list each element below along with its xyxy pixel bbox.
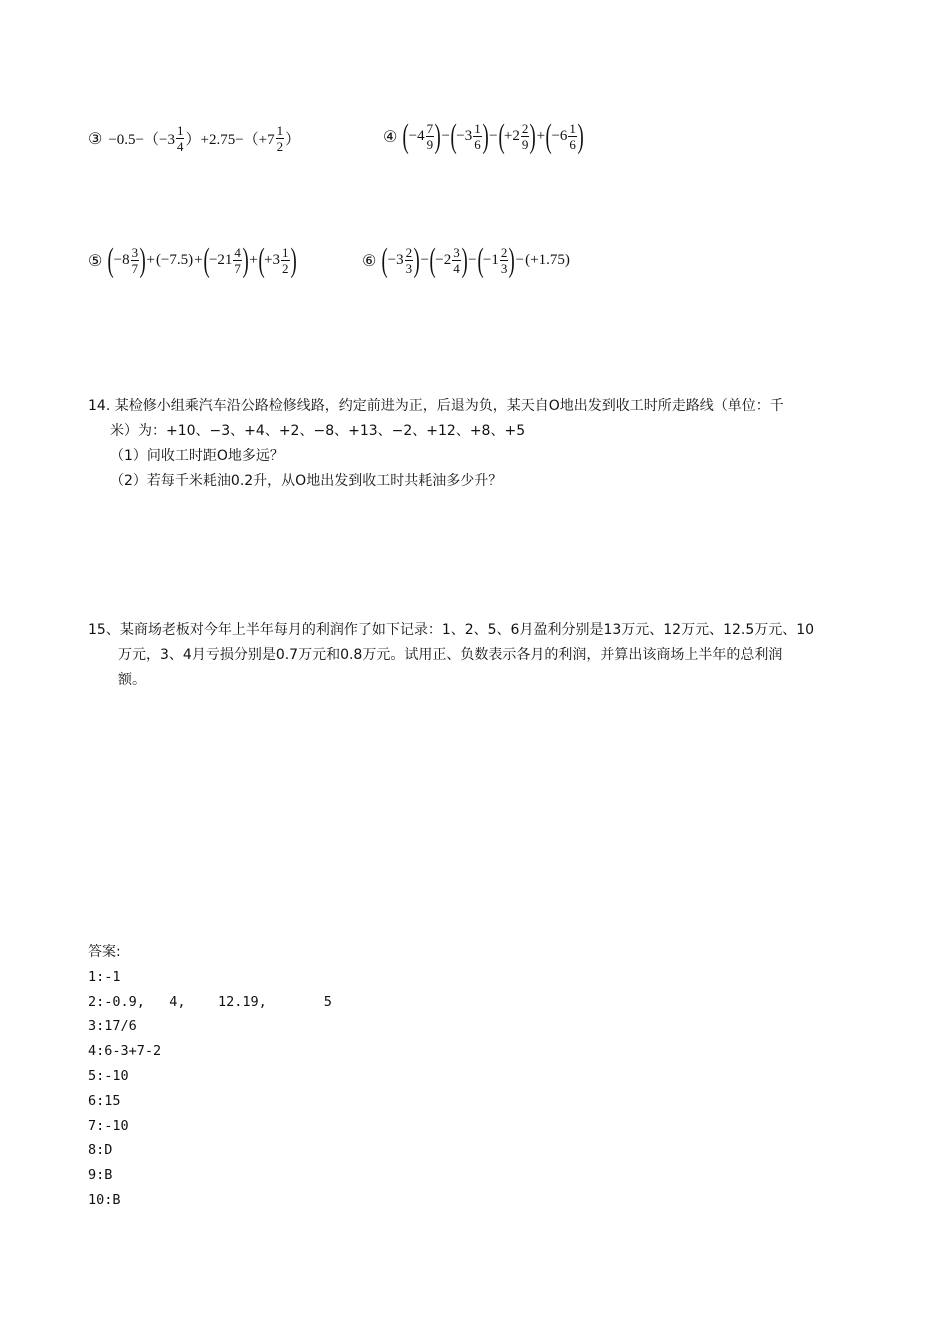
- term: −4: [408, 128, 425, 144]
- answer-item: 2:-0.9, 4, 12.19, 5: [88, 993, 332, 1010]
- fraction: $\frac{2}{3}$: [405, 245, 413, 276]
- answer-item: 7:-10: [88, 1117, 129, 1134]
- fraction: $\frac{1}{2}$: [276, 123, 284, 154]
- term: (−7.5): [155, 252, 194, 268]
- expression-3: [88, 123, 300, 154]
- answer-item: 10:B: [88, 1191, 121, 1208]
- term: −2: [435, 252, 452, 268]
- term: −8: [113, 252, 130, 268]
- operator: +: [249, 252, 258, 268]
- fraction: $\frac{2}{3}$: [500, 245, 508, 276]
- answer-item: 3:17/6: [88, 1018, 137, 1035]
- expression-3-part3: ）: [285, 132, 301, 148]
- expression-3-part1: −0.5−（−3: [108, 132, 175, 148]
- question-14-line2: 米）为：+10、−3、+4、+2、−8、+13、−2、+12、+8、+5: [110, 423, 526, 439]
- term: −6: [551, 128, 568, 144]
- term: −3: [387, 252, 404, 268]
- operator: −: [489, 128, 498, 144]
- expression-4-label: ④: [383, 128, 398, 146]
- answers-title: 答案:: [88, 944, 121, 960]
- fraction: $\frac{1}{6}$: [569, 121, 576, 152]
- fraction: $\frac{1}{4}$: [176, 123, 184, 154]
- answer-item: 9:B: [88, 1167, 113, 1184]
- question-14-sub1: （1）问收工时距O地多远？: [110, 448, 284, 464]
- operator: +: [194, 252, 203, 268]
- term: −3: [456, 128, 473, 144]
- term: −1: [482, 252, 499, 268]
- operator: −: [515, 252, 525, 268]
- expression-6: ⑥ ( −3 $\frac{2}{3}$ ) − ( −2 $\frac{3}{4}$ ) − ( −1 $\frac{2}{3}$ ) − (+1.75): [362, 241, 570, 279]
- expression-3-part2: ）+2.75−（+7: [185, 132, 275, 148]
- fraction: $\frac{1}{6}$: [474, 121, 481, 152]
- operator: −: [420, 252, 429, 268]
- question-15-line1: 15、某商场老板对今年上半年每月的利润作了如下记录：1、2、5、6月盈利分别是13万元、12万元、12.5万元、10: [88, 622, 815, 638]
- question-15-line2: 万元，3、4月亏损分别是0.7万元和0.8万元。试用正、负数表示各月的利润，并算出该商场上半年的总利润: [118, 647, 783, 663]
- question-14-sub2: （2）若每千米耗油0.2升，从O地出发到收工时共耗油多少升？: [110, 473, 503, 489]
- question-14-line1: 14. 某检修小组乘汽车沿公路检修线路，约定前进为正，后退为负，某天自O地出发到收工时所走路线（单位：千: [88, 398, 784, 414]
- question-15-line3: 额。: [118, 672, 146, 688]
- operator: −: [468, 252, 477, 268]
- answer-item: 6:15: [88, 1092, 121, 1109]
- answer-item: 4:6-3+7-2: [88, 1043, 162, 1060]
- term: +2: [503, 128, 520, 144]
- term: +3: [264, 252, 280, 268]
- question-14: [88, 394, 784, 494]
- term: −21: [208, 252, 233, 268]
- fraction: $\frac{3}{4}$: [453, 245, 460, 276]
- expression-4: ④ ( −4 $\frac{7}{9}$ ) − ( −3 $\frac{1}{6}$ ) − ( +2 $\frac{2}{9}$ ) + ( −6 $\frac{1}{6}$ ): [383, 117, 584, 155]
- term: (+1.75): [525, 252, 570, 268]
- fraction: $\frac{3}{7}$: [131, 245, 139, 276]
- operator: +: [146, 252, 155, 268]
- answer-item: 8:D: [88, 1142, 113, 1159]
- expression-5: ⑤ ( −8 $\frac{3}{7}$ ) + (−7.5) + ( −21 $\frac{4}{7}$ ) + ( +3 $\frac{1}{2}$ ): [88, 241, 297, 279]
- answer-item: 1:-1: [88, 968, 121, 985]
- operator: −: [441, 128, 450, 144]
- expression-5-label: ⑤: [88, 252, 103, 270]
- fraction: $\frac{1}{2}$: [282, 245, 289, 276]
- answers-section: [88, 940, 332, 1213]
- question-15: [88, 618, 814, 693]
- fraction: $\frac{7}{9}$: [426, 121, 434, 152]
- expression-3-label: ③: [88, 130, 103, 148]
- fraction: $\frac{4}{7}$: [234, 245, 241, 276]
- answer-item: 5:-10: [88, 1067, 129, 1084]
- expression-6-label: ⑥: [362, 252, 377, 270]
- operator: +: [536, 128, 546, 144]
- fraction: $\frac{2}{9}$: [521, 121, 529, 152]
